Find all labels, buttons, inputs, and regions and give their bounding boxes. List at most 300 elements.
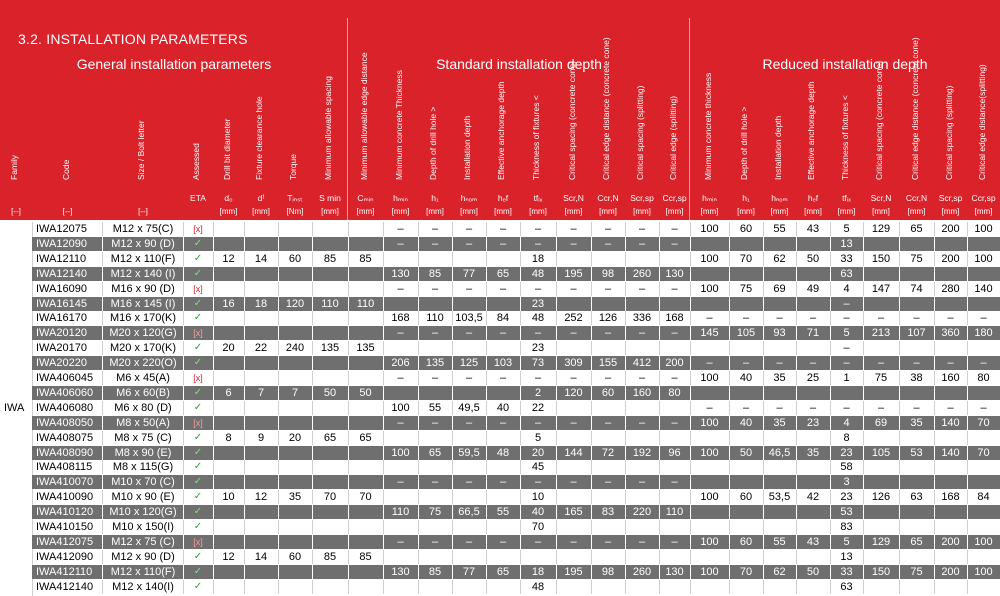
table-cell: – bbox=[625, 282, 660, 296]
table-cell bbox=[690, 505, 730, 519]
column-unit: [mm] bbox=[907, 207, 926, 216]
table-cell bbox=[556, 341, 592, 355]
table-cell bbox=[312, 282, 349, 296]
table-cell bbox=[934, 505, 968, 519]
product-code: IWA408115 bbox=[32, 460, 103, 474]
table-row bbox=[32, 341, 1000, 355]
check-icon: ✓ bbox=[183, 446, 214, 460]
table-cell: 110 bbox=[312, 297, 349, 311]
table-cell bbox=[967, 237, 1000, 251]
table-cell bbox=[796, 237, 831, 251]
column-unit: [mm] bbox=[941, 207, 960, 216]
table-cell bbox=[278, 401, 313, 415]
table-cell bbox=[967, 475, 1000, 489]
table-cell bbox=[863, 550, 900, 564]
product-code: IWA16170 bbox=[32, 311, 103, 325]
table-cell bbox=[213, 282, 245, 296]
table-cell: 50 bbox=[729, 446, 764, 460]
table-cell bbox=[556, 490, 592, 504]
table-cell bbox=[312, 475, 349, 489]
table-cell: 60 bbox=[591, 386, 626, 400]
table-cell: – bbox=[452, 282, 487, 296]
table-cell bbox=[418, 520, 453, 534]
table-cell: 200 bbox=[934, 252, 968, 266]
column-unit: [mm] bbox=[529, 207, 547, 216]
column-header bbox=[520, 86, 556, 219]
table-cell bbox=[348, 371, 384, 385]
table-cell bbox=[383, 341, 419, 355]
table-cell: – bbox=[830, 401, 864, 415]
table-cell bbox=[763, 475, 797, 489]
table-cell: – bbox=[659, 326, 691, 340]
table-cell bbox=[348, 326, 384, 340]
table-cell bbox=[729, 341, 764, 355]
table-cell: 69 bbox=[863, 416, 900, 430]
column-symbol: ETA bbox=[190, 193, 206, 203]
check-icon: ✓ bbox=[183, 311, 214, 325]
table-cell: 25 bbox=[796, 371, 831, 385]
table-cell: – bbox=[625, 535, 660, 549]
family-label: IWA bbox=[4, 402, 25, 414]
table-cell bbox=[690, 341, 730, 355]
column-label: Installation depth bbox=[462, 115, 472, 180]
table-cell bbox=[591, 341, 626, 355]
size-bolt-letter: M8 x 50(A) bbox=[103, 416, 184, 430]
table-cell: 206 bbox=[383, 356, 419, 370]
table-cell: 129 bbox=[863, 535, 900, 549]
table-cell bbox=[244, 565, 279, 579]
table-cell: 65 bbox=[312, 431, 349, 445]
table-cell bbox=[348, 446, 384, 460]
table-cell: 40 bbox=[486, 401, 521, 415]
table-cell: 22 bbox=[520, 401, 557, 415]
table-cell: 40 bbox=[729, 416, 764, 430]
table-cell: 63 bbox=[830, 267, 864, 281]
table-cell: 213 bbox=[863, 326, 900, 340]
table-cell: 3 bbox=[830, 475, 864, 489]
table-cell: 70 bbox=[348, 490, 384, 504]
column-header bbox=[690, 72, 729, 219]
table-cell: 240 bbox=[278, 341, 313, 355]
size-bolt-letter: M12 x 90 (D) bbox=[103, 237, 184, 251]
table-cell bbox=[348, 505, 384, 519]
table-cell: 35 bbox=[899, 416, 935, 430]
not-assessed-icon: [x] bbox=[183, 222, 214, 236]
table-cell bbox=[278, 282, 313, 296]
table-cell: 100 bbox=[383, 446, 419, 460]
table-cell bbox=[278, 520, 313, 534]
table-cell: 23 bbox=[796, 416, 831, 430]
column-label: Critical spacing (concrete cone) bbox=[874, 60, 884, 180]
table-cell bbox=[556, 297, 592, 311]
table-cell: 336 bbox=[625, 311, 660, 325]
table-cell bbox=[278, 267, 313, 281]
table-cell: – bbox=[863, 356, 900, 370]
table-cell bbox=[348, 565, 384, 579]
table-cell bbox=[659, 460, 691, 474]
table-cell bbox=[690, 475, 730, 489]
column-unit: [mm] bbox=[599, 207, 617, 216]
size-bolt-letter: M8 x 75 (C) bbox=[103, 431, 184, 445]
table-cell: – bbox=[556, 326, 592, 340]
table-cell: 135 bbox=[418, 356, 453, 370]
size-bolt-letter: M6 x 45(A) bbox=[103, 371, 184, 385]
table-cell bbox=[899, 550, 935, 564]
table-row bbox=[32, 356, 1000, 370]
table-cell bbox=[278, 371, 313, 385]
table-cell: – bbox=[383, 416, 419, 430]
table-cell: 20 bbox=[278, 431, 313, 445]
table-cell: 140 bbox=[934, 446, 968, 460]
check-icon: ✓ bbox=[183, 267, 214, 281]
table-cell bbox=[312, 520, 349, 534]
table-cell: – bbox=[418, 222, 453, 236]
table-cell bbox=[244, 401, 279, 415]
table-cell: – bbox=[556, 416, 592, 430]
table-cell bbox=[659, 520, 691, 534]
table-cell bbox=[967, 431, 1000, 445]
column-symbol: dᶠ bbox=[257, 193, 265, 203]
column-symbol: S min bbox=[319, 193, 341, 203]
table-cell: 13 bbox=[830, 550, 864, 564]
table-cell: – bbox=[520, 222, 557, 236]
table-cell: 220 bbox=[625, 505, 660, 519]
table-cell: – bbox=[729, 311, 764, 325]
table-cell bbox=[213, 460, 245, 474]
table-cell: – bbox=[383, 535, 419, 549]
column-header bbox=[32, 86, 103, 219]
table-cell bbox=[244, 535, 279, 549]
table-cell bbox=[934, 386, 968, 400]
table-cell: 38 bbox=[899, 371, 935, 385]
table-cell: 252 bbox=[556, 311, 592, 325]
column-label: Depth of drill hole > bbox=[428, 106, 438, 180]
table-cell: 80 bbox=[659, 386, 691, 400]
table-cell: 65 bbox=[418, 446, 453, 460]
table-cell: – bbox=[556, 282, 592, 296]
table-cell bbox=[591, 490, 626, 504]
table-cell: 55 bbox=[763, 535, 797, 549]
table-cell bbox=[348, 401, 384, 415]
table-cell bbox=[278, 460, 313, 474]
table-cell bbox=[729, 431, 764, 445]
column-symbol: tfᵢₓ bbox=[842, 193, 851, 203]
table-cell: – bbox=[796, 356, 831, 370]
table-cell bbox=[690, 267, 730, 281]
table-cell bbox=[967, 505, 1000, 519]
check-icon: ✓ bbox=[183, 431, 214, 445]
column-header bbox=[796, 81, 830, 219]
table-cell: 4 bbox=[830, 416, 864, 430]
table-cell: 42 bbox=[796, 490, 831, 504]
section-standard-depth: Standard installation depth bbox=[436, 56, 602, 72]
table-cell: – bbox=[591, 282, 626, 296]
check-icon: ✓ bbox=[183, 520, 214, 534]
table-cell bbox=[967, 297, 1000, 311]
table-cell bbox=[383, 252, 419, 266]
table-cell: 16 bbox=[213, 297, 245, 311]
table-row bbox=[32, 311, 1000, 325]
table-cell: 55 bbox=[418, 401, 453, 415]
column-label: Thickness of fixtures < bbox=[839, 95, 850, 180]
table-row bbox=[32, 520, 1000, 534]
table-cell bbox=[625, 520, 660, 534]
table-cell: – bbox=[418, 535, 453, 549]
table-cell bbox=[934, 267, 968, 281]
table-cell bbox=[729, 550, 764, 564]
table-cell: – bbox=[486, 416, 521, 430]
table-row bbox=[32, 222, 1000, 236]
table-cell bbox=[863, 475, 900, 489]
table-cell: 100 bbox=[690, 535, 730, 549]
table-cell: – bbox=[452, 371, 487, 385]
table-cell: – bbox=[520, 535, 557, 549]
table-cell bbox=[244, 282, 279, 296]
product-code: IWA406045 bbox=[32, 371, 103, 385]
table-cell bbox=[729, 237, 764, 251]
table-cell: – bbox=[591, 416, 626, 430]
table-cell: 18 bbox=[520, 252, 557, 266]
table-cell: 43 bbox=[796, 535, 831, 549]
table-cell: 130 bbox=[659, 267, 691, 281]
table-cell: – bbox=[659, 475, 691, 489]
table-cell: – bbox=[899, 401, 935, 415]
check-icon: ✓ bbox=[183, 297, 214, 311]
table-cell bbox=[556, 401, 592, 415]
table-cell: 147 bbox=[863, 282, 900, 296]
product-code: IWA408090 bbox=[32, 446, 103, 460]
table-cell bbox=[244, 222, 279, 236]
table-cell: 77 bbox=[452, 565, 487, 579]
size-bolt-letter: M6 x 80 (D) bbox=[103, 401, 184, 415]
table-cell: 200 bbox=[934, 222, 968, 236]
table-cell bbox=[796, 475, 831, 489]
table-cell: – bbox=[520, 416, 557, 430]
table-cell: 168 bbox=[659, 311, 691, 325]
table-cell: 43 bbox=[796, 222, 831, 236]
table-cell: 105 bbox=[729, 326, 764, 340]
table-cell: 125 bbox=[452, 356, 487, 370]
table-cell bbox=[934, 550, 968, 564]
table-cell: 412 bbox=[625, 356, 660, 370]
table-cell: 280 bbox=[934, 282, 968, 296]
column-header bbox=[899, 37, 934, 219]
column-label: Critical spacing (splitting) bbox=[943, 85, 954, 180]
table-cell: 53 bbox=[830, 505, 864, 519]
table-cell bbox=[278, 565, 313, 579]
table-cell bbox=[763, 460, 797, 474]
table-cell: 5 bbox=[830, 326, 864, 340]
table-cell: 53,5 bbox=[763, 490, 797, 504]
table-cell: 4 bbox=[830, 282, 864, 296]
table-cell bbox=[278, 356, 313, 370]
table-cell: 71 bbox=[796, 326, 831, 340]
table-cell: – bbox=[625, 416, 660, 430]
table-cell bbox=[899, 475, 935, 489]
table-cell: – bbox=[486, 326, 521, 340]
table-cell: 60 bbox=[729, 535, 764, 549]
table-cell bbox=[213, 565, 245, 579]
table-cell: – bbox=[591, 371, 626, 385]
product-code: IWA12110 bbox=[32, 252, 103, 266]
column-header bbox=[863, 60, 899, 219]
table-cell: 65 bbox=[486, 267, 521, 281]
table-row bbox=[32, 580, 1000, 594]
table-cell bbox=[486, 297, 521, 311]
table-cell: 100 bbox=[690, 222, 730, 236]
column-unit: [Nm] bbox=[286, 207, 304, 216]
column-label: Effective anchorage depth bbox=[806, 81, 816, 180]
table-cell: 85 bbox=[418, 565, 453, 579]
table-cell: – bbox=[591, 222, 626, 236]
table-cell bbox=[796, 505, 831, 519]
product-code: IWA12090 bbox=[32, 237, 103, 251]
section-general: General installation parameters bbox=[76, 56, 272, 72]
table-cell: – bbox=[591, 237, 626, 251]
table-cell: – bbox=[452, 237, 487, 251]
table-cell bbox=[556, 252, 592, 266]
table-cell bbox=[690, 237, 730, 251]
column-symbol: h₁ bbox=[742, 193, 750, 203]
table-cell bbox=[213, 371, 245, 385]
table-cell: 168 bbox=[383, 311, 419, 325]
table-cell: – bbox=[556, 475, 592, 489]
table-cell bbox=[899, 297, 935, 311]
column-label: Drill bit diameter bbox=[221, 118, 232, 180]
table-cell: 75 bbox=[899, 565, 935, 579]
not-assessed-icon: [x] bbox=[183, 535, 214, 549]
table-cell bbox=[244, 580, 279, 594]
table-cell: – bbox=[967, 401, 1000, 415]
table-row bbox=[32, 282, 1000, 296]
column-header bbox=[0, 86, 32, 219]
table-cell: – bbox=[556, 535, 592, 549]
table-cell bbox=[486, 520, 521, 534]
column-header bbox=[348, 52, 383, 219]
table-cell bbox=[591, 520, 626, 534]
product-code: IWA16090 bbox=[32, 282, 103, 296]
table-cell: 260 bbox=[625, 267, 660, 281]
page-title: 3.2. INSTALLATION PARAMETERS bbox=[18, 31, 248, 47]
table-cell bbox=[213, 237, 245, 251]
table-cell bbox=[486, 460, 521, 474]
column-unit: [mm] bbox=[700, 207, 719, 216]
table-cell: – bbox=[452, 416, 487, 430]
column-header bbox=[763, 86, 796, 219]
table-cell: – bbox=[556, 237, 592, 251]
table-cell bbox=[312, 460, 349, 474]
table-cell: 120 bbox=[278, 297, 313, 311]
table-cell: 60 bbox=[729, 222, 764, 236]
table-cell bbox=[556, 460, 592, 474]
table-cell: 55 bbox=[486, 505, 521, 519]
table-cell bbox=[312, 416, 349, 430]
table-cell: – bbox=[486, 535, 521, 549]
table-cell bbox=[763, 267, 797, 281]
table-cell: 23 bbox=[520, 297, 557, 311]
table-cell bbox=[348, 356, 384, 370]
table-cell: 195 bbox=[556, 267, 592, 281]
table-cell bbox=[863, 267, 900, 281]
column-header bbox=[659, 86, 690, 219]
table-cell: 309 bbox=[556, 356, 592, 370]
table-cell: – bbox=[452, 535, 487, 549]
table-cell: 60 bbox=[278, 550, 313, 564]
table-cell: 13 bbox=[830, 237, 864, 251]
table-row bbox=[32, 371, 1000, 385]
table-cell: – bbox=[383, 237, 419, 251]
size-bolt-letter: M20 x 220(O) bbox=[103, 356, 184, 370]
table-cell bbox=[452, 580, 487, 594]
column-label: Size / Bolt letter bbox=[136, 120, 146, 180]
table-cell: 48 bbox=[520, 267, 557, 281]
table-cell: 107 bbox=[899, 326, 935, 340]
table-cell bbox=[899, 237, 935, 251]
table-cell bbox=[348, 222, 384, 236]
table-cell bbox=[348, 416, 384, 430]
table-cell bbox=[312, 237, 349, 251]
table-cell: 160 bbox=[625, 386, 660, 400]
column-label: Critical spacing (concrete cone) bbox=[566, 60, 577, 180]
table-cell: 7 bbox=[244, 386, 279, 400]
product-code: IWA12140 bbox=[32, 267, 103, 281]
column-header bbox=[312, 76, 348, 219]
table-cell: 103 bbox=[486, 356, 521, 370]
column-unit: [mm] bbox=[494, 207, 512, 216]
table-cell: 110 bbox=[659, 505, 691, 519]
table-cell: 33 bbox=[830, 252, 864, 266]
table-cell bbox=[934, 475, 968, 489]
table-cell bbox=[899, 520, 935, 534]
table-cell bbox=[729, 297, 764, 311]
table-cell bbox=[863, 505, 900, 519]
table-cell bbox=[763, 386, 797, 400]
check-icon: ✓ bbox=[183, 460, 214, 474]
table-cell: 8 bbox=[830, 431, 864, 445]
table-cell: – bbox=[934, 311, 968, 325]
table-cell bbox=[348, 460, 384, 474]
table-cell bbox=[690, 386, 730, 400]
column-unit: [mm] bbox=[633, 207, 651, 216]
product-code: IWA408050 bbox=[32, 416, 103, 430]
table-cell bbox=[659, 252, 691, 266]
table-cell bbox=[312, 505, 349, 519]
size-bolt-letter: M8 x 90 (E) bbox=[103, 446, 184, 460]
check-icon: ✓ bbox=[183, 356, 214, 370]
table-cell bbox=[934, 431, 968, 445]
table-cell: 74 bbox=[899, 282, 935, 296]
table-cell: – bbox=[796, 401, 831, 415]
table-cell bbox=[278, 311, 313, 325]
column-label: Assessed bbox=[191, 143, 201, 180]
table-cell bbox=[967, 550, 1000, 564]
column-label: Minimum concrete thickness bbox=[702, 72, 713, 180]
table-cell bbox=[312, 401, 349, 415]
table-cell: – bbox=[830, 356, 864, 370]
table-cell: 48 bbox=[486, 446, 521, 460]
table-cell: – bbox=[418, 371, 453, 385]
table-cell: – bbox=[763, 356, 797, 370]
table-cell: – bbox=[625, 237, 660, 251]
table-cell: 14 bbox=[244, 550, 279, 564]
table-cell: 20 bbox=[213, 341, 245, 355]
column-symbol: Ccr,sp bbox=[662, 193, 687, 203]
table-cell: 77 bbox=[452, 267, 487, 281]
table-cell: – bbox=[452, 475, 487, 489]
table-cell: – bbox=[763, 401, 797, 415]
table-cell bbox=[278, 505, 313, 519]
column-unit: [mm] bbox=[564, 207, 583, 216]
